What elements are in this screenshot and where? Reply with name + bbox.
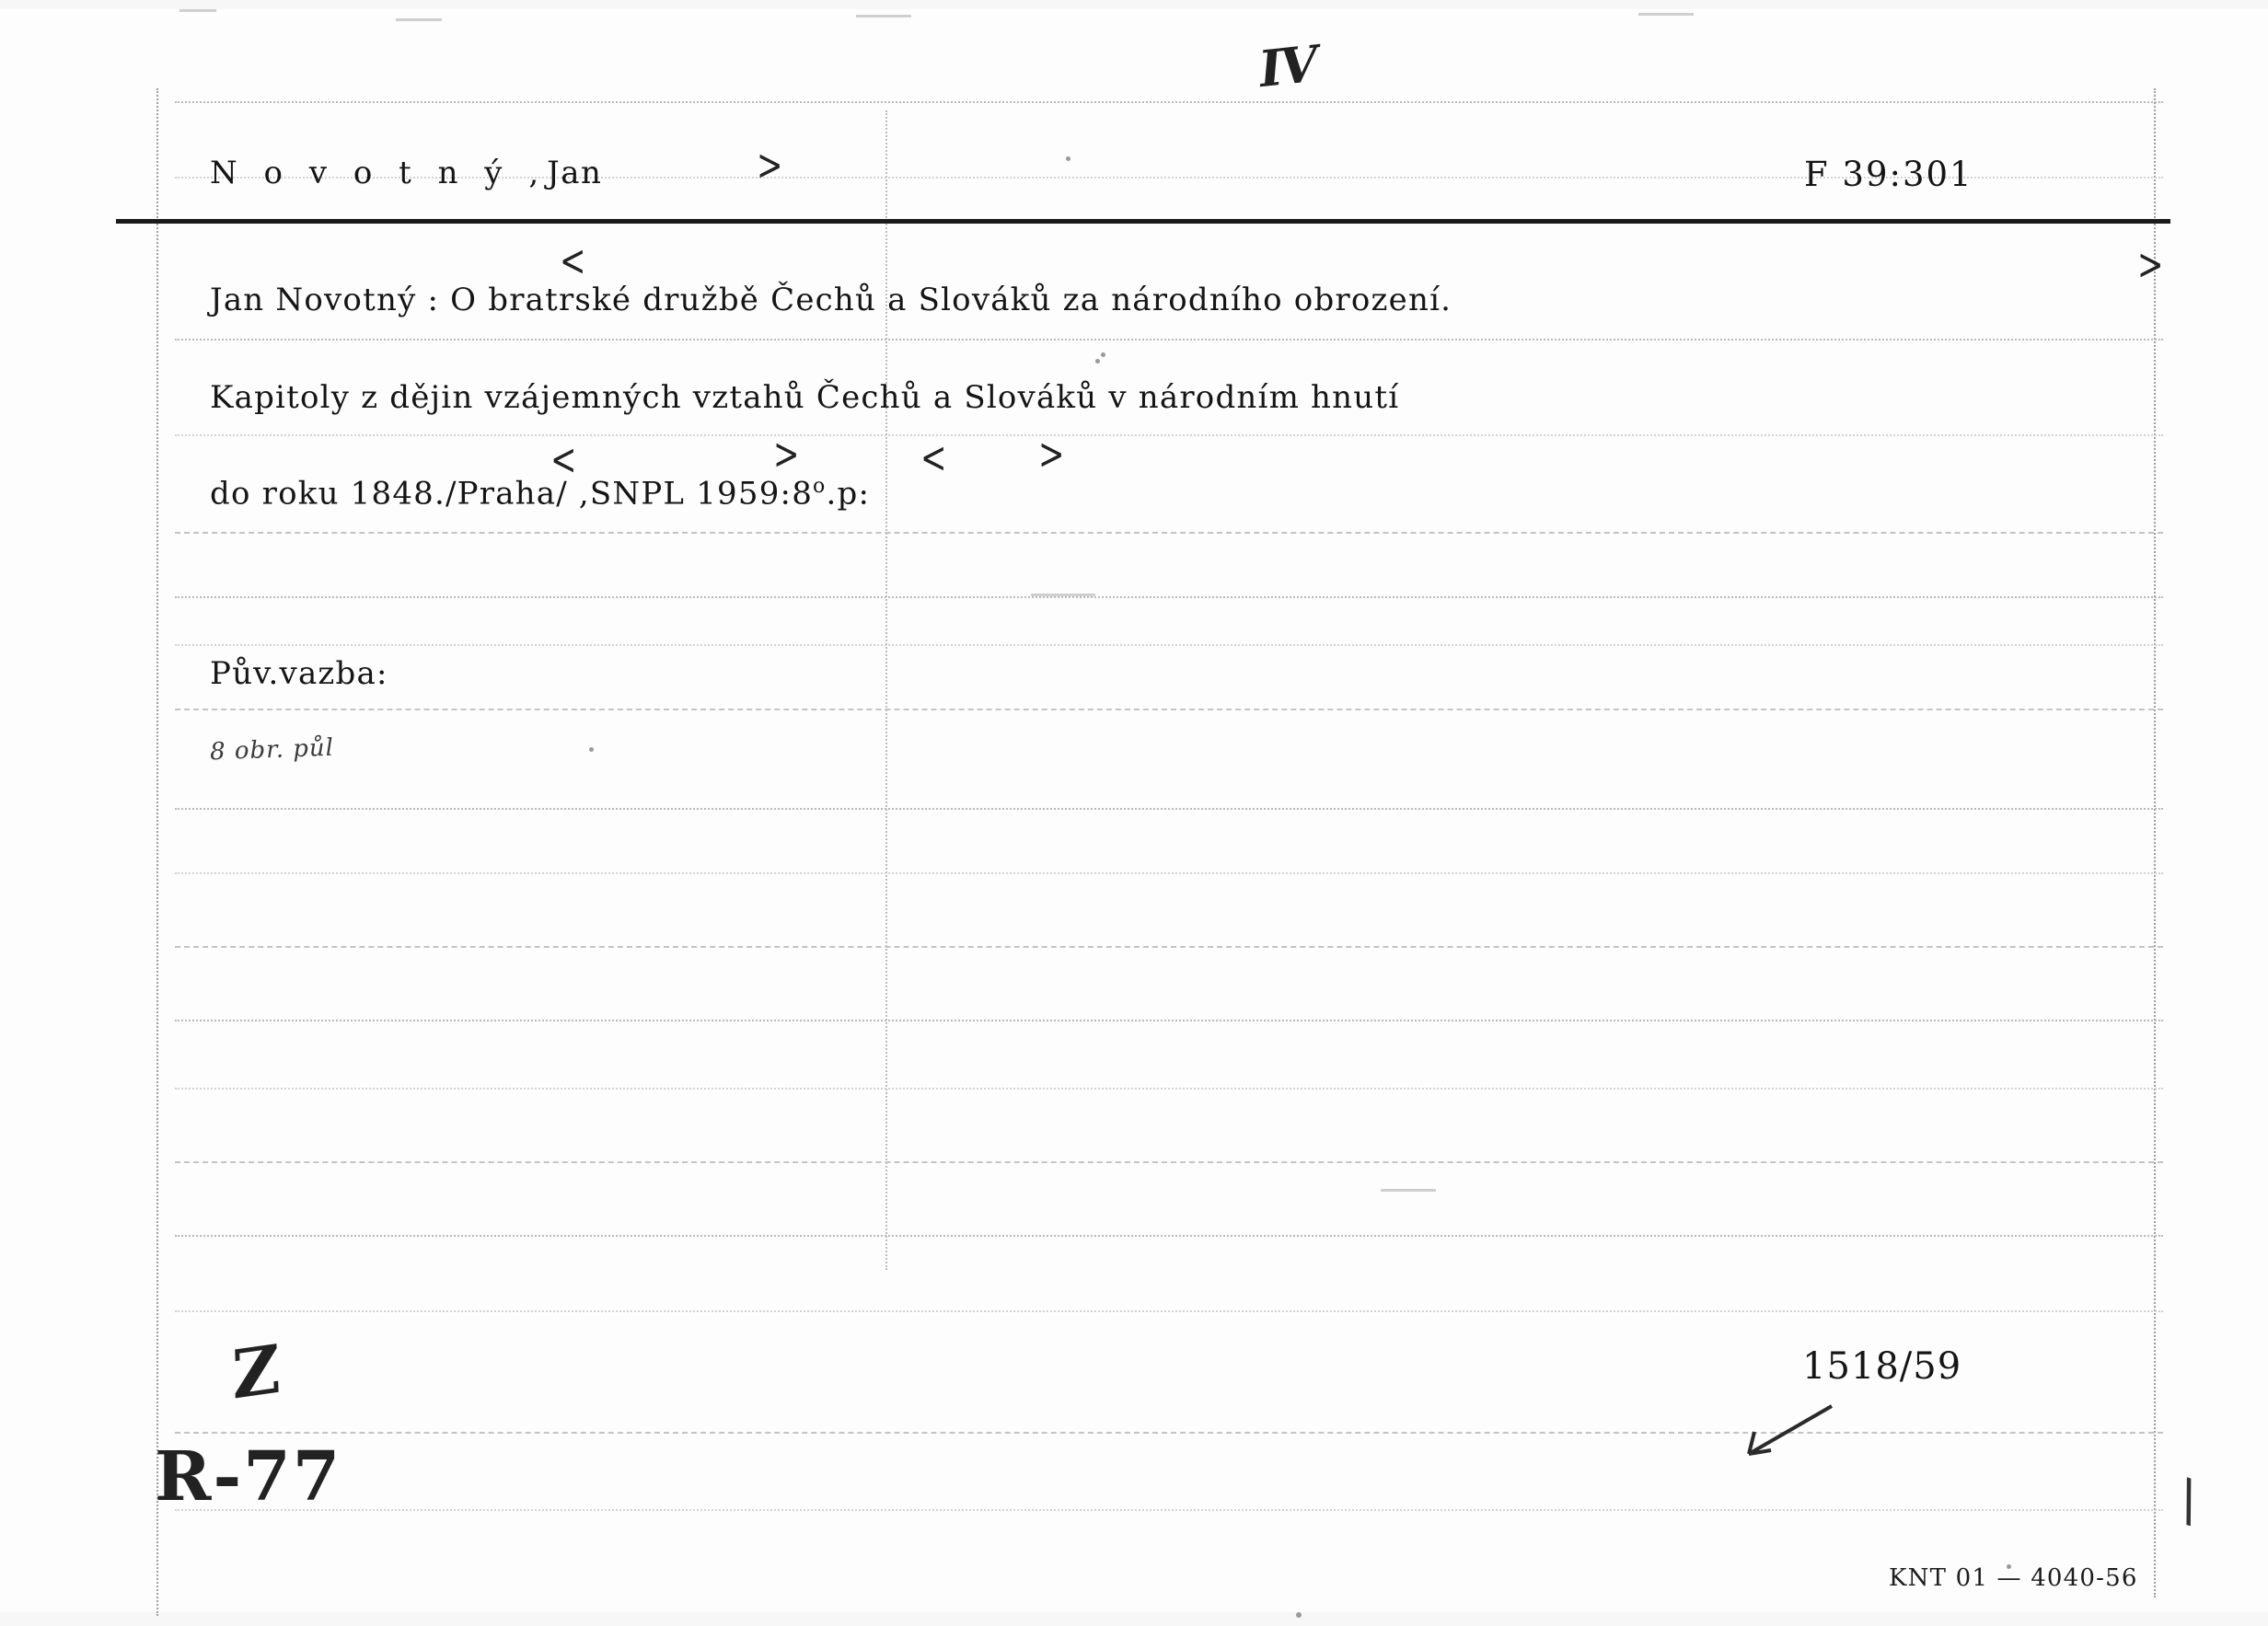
form-code: KNT 01 — 4040-56 bbox=[1889, 1564, 2138, 1592]
scan-speck bbox=[1296, 1612, 1302, 1618]
handwritten-shelf-mark: R-77 bbox=[155, 1437, 342, 1516]
handwritten-roman-numeral: IV bbox=[1256, 33, 1319, 99]
accession-number: 1518/59 bbox=[1802, 1345, 1962, 1388]
ruled-line bbox=[175, 644, 2163, 646]
ruled-line bbox=[175, 709, 2163, 710]
stray-dash bbox=[856, 15, 911, 17]
stray-dash bbox=[396, 18, 442, 21]
ruled-line bbox=[175, 1020, 2163, 1021]
imprint-suffix: .p: bbox=[826, 475, 871, 513]
ruled-line bbox=[175, 1088, 2163, 1090]
scan-speck bbox=[1066, 156, 1070, 161]
author-surname: N o v o t n ý , bbox=[210, 155, 548, 191]
ruled-line bbox=[175, 596, 2163, 598]
ruled-line bbox=[175, 339, 2163, 340]
ruled-line bbox=[175, 1310, 2163, 1312]
stray-dash bbox=[1031, 594, 1095, 596]
imprint-line bbox=[210, 475, 870, 512]
ruled-line bbox=[175, 1235, 2163, 1237]
edge-pen-mark: \ bbox=[2170, 1467, 2208, 1535]
pen-caret-mark: < bbox=[560, 236, 586, 287]
pen-caret-mark: > bbox=[1038, 429, 1065, 480]
pen-caret-mark: < bbox=[920, 432, 947, 484]
scan-speck bbox=[589, 747, 594, 752]
vertical-guide-right bbox=[2154, 88, 2156, 1597]
shelfmark: F 39:301 bbox=[1804, 155, 1973, 194]
pen-arrow-icon bbox=[1740, 1399, 1850, 1463]
title-line-2: Kapitoly z dějin vzájemných vztahů Čechů a Slováků v národním hnutí bbox=[210, 379, 1400, 416]
vertical-guide-left bbox=[156, 88, 158, 1616]
scan-edge-bottom bbox=[0, 1612, 2268, 1626]
ruled-line bbox=[175, 101, 2163, 103]
title-line-1: Jan Novotný : O bratrské družbě Čechů a Slováků za národního obrození. bbox=[210, 282, 1452, 318]
stray-dash bbox=[179, 9, 216, 12]
author-heading bbox=[210, 155, 602, 191]
author-given-name: Jan bbox=[547, 155, 603, 191]
scan-speck bbox=[1095, 359, 1100, 363]
scan-edge-top bbox=[0, 0, 2268, 9]
handwritten-letter-z: Z bbox=[230, 1329, 282, 1414]
pen-caret-mark: > bbox=[2137, 239, 2164, 291]
imprint-superscript: o bbox=[813, 475, 827, 498]
ruled-line bbox=[175, 872, 2163, 874]
pen-caret-mark: > bbox=[773, 429, 800, 480]
ruled-line bbox=[175, 1161, 2163, 1163]
stray-dash bbox=[1381, 1189, 1436, 1192]
ruled-line bbox=[175, 808, 2163, 810]
pen-caret-mark: < bbox=[550, 434, 577, 486]
pen-caret-mark: > bbox=[757, 140, 783, 191]
stray-dash bbox=[1638, 13, 1694, 16]
handwritten-pencil-note: 8 obr. půl bbox=[209, 733, 335, 767]
scan-speck bbox=[1101, 352, 1105, 357]
ruled-line bbox=[175, 946, 2163, 948]
ruled-line bbox=[175, 532, 2163, 534]
binding-note: Pův.vazba: bbox=[210, 655, 388, 692]
header-separator-rule bbox=[116, 219, 2170, 224]
imprint-prefix: do roku 1848./Praha/ ,SNPL 1959:8 bbox=[210, 475, 814, 513]
ruled-line bbox=[175, 1432, 2163, 1434]
ruled-line bbox=[175, 434, 2163, 436]
ruled-line bbox=[175, 1509, 2163, 1511]
